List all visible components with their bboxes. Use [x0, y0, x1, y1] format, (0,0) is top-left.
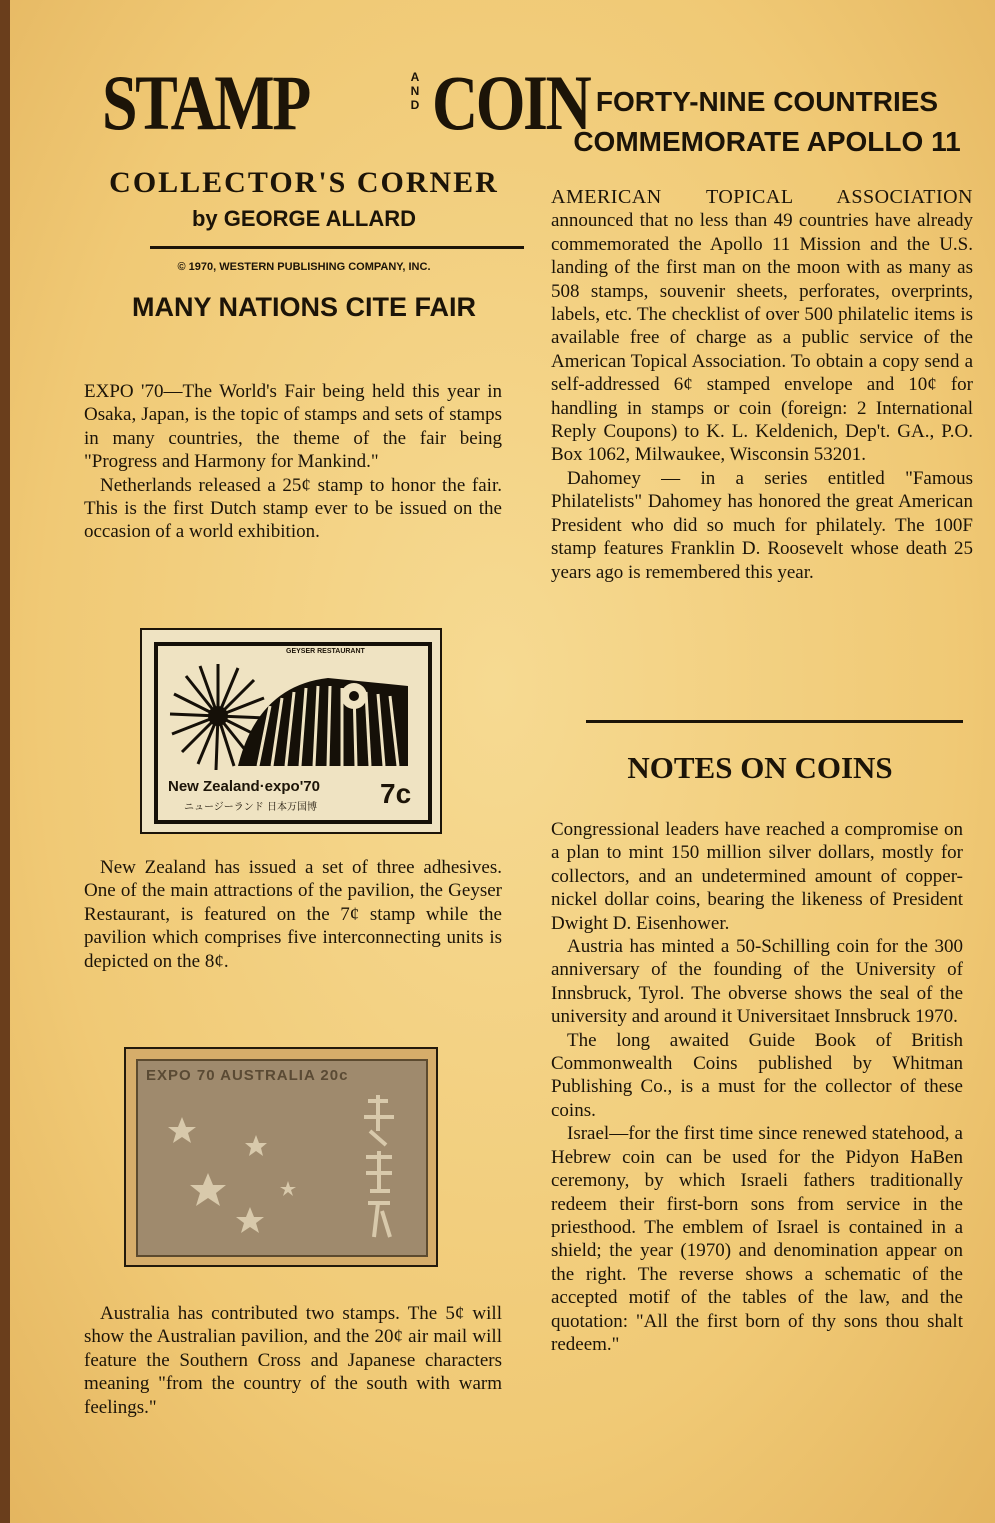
- paragraph: Israel—for the first time since renewed statehood, a Hebrew coin can be used for the Pidyon HaBen ceremony, by which Israeli fathers traditionally redeem their first-born sons from service in the priesthood. The emblem of Israel is contained in a shield; the year (1970) and denomination appear on the right. The reverse shows a schematic of the accepted motif of the tables of the law, and the quotation: "All the first born of thy sons thou shalt redeem.": [551, 1123, 963, 1355]
- page-edge: [0, 0, 10, 1523]
- stamp-frame: [136, 1059, 428, 1257]
- paragraph: The long awaited Guide Book of British Commonwealth Coins published by Whitman Publishing Co., is a must for the collector of these coins.: [551, 1029, 963, 1121]
- southern-cross-illustration: [138, 1061, 426, 1255]
- stamp-frame: [154, 642, 432, 824]
- paragraph: Austria has minted a 50-Schilling coin for the 300 anniversary of the founding of the University of Innsbruck, Tyrol. The obverse shows the seal of the university and around it Universitaet Innsbruck 1970.: [551, 936, 963, 1028]
- expo-article: [84, 380, 502, 544]
- paragraph: EXPO '70—The World's Fair being held this year in Osaka, Japan, is the topic of stamps and sets of stamps in many countries, the theme of the fair being "Progress and Harmony for Mankind.": [84, 381, 502, 473]
- paragraph: announced that no less than 49 countries have already commemorated the Apollo 11 Mission and the U.S. landing of the first man on the moon with as many as 508 stamps, souvenir sheets, perforates, overprints, labels, etc. The checklist of over 500 philatelic items is available free of charge as a public service of the American Topical Association. To obtain a copy send a self-addressed 6¢ stamped envelope and 10¢ for handling in stamps or coin (foreign: 2 International Reply Coupons) to K. L. Keldenich, Dep't. GA., P.O. Box 1062, Milwaukee, Wisconsin 53201.: [551, 210, 973, 466]
- stamp-value: 7c: [380, 778, 412, 809]
- coins-article: [551, 818, 963, 1356]
- masthead-coin: COIN: [432, 59, 590, 146]
- masthead-and-n: N: [410, 84, 420, 98]
- nz-article: [84, 856, 502, 973]
- paragraph: Netherlands released a 25¢ stamp to honor the fair. This is the first Dutch stamp ever to be issued on the occasion of a world exhibition.: [84, 474, 502, 543]
- japanese-characters-icon: [364, 1095, 394, 1237]
- byline: by GEORGE ALLARD: [191, 206, 417, 231]
- paragraph: Dahomey — in a series entitled "Famous Philatelists" Dahomey has honored the great American President who did so much for philately. The 100F stamp features Franklin D. Roosevelt whose death 25 years ago is remembered this year.: [551, 467, 973, 583]
- paragraph: New Zealand has issued a set of three adhesives. One of the main attractions of the pavilion, the Geyser Restaurant, is featured on the 7¢ stamp while the pavilion which comprises five interconnecting units is depicted on the 8¢.: [84, 857, 502, 972]
- paragraph: Congressional leaders have reached a compromise on a plan to mint 150 million silver dollars, mostly for collectors, and an undetermined amount of copper-nickel dollar coins, bearing the likeness of President Dwight D. Eisenhower.: [551, 819, 963, 934]
- masthead-and-a: A: [410, 70, 420, 84]
- stamp-country: New Zealand·expo'70: [168, 778, 320, 795]
- masthead-and-d: D: [410, 98, 420, 112]
- masthead: [84, 58, 590, 322]
- stamp-top-label: EXPO 70 AUSTRALIA 20c: [146, 1067, 349, 1084]
- star-icon: [168, 1117, 296, 1233]
- coins-headline: NOTES ON COINS: [627, 750, 893, 785]
- divider-rule: [150, 246, 524, 249]
- lead-caps: AMERICAN TOPICAL ASSOCIATION: [551, 186, 973, 208]
- masthead-stamp: STAMP: [102, 59, 309, 146]
- stamp-top-label: GEYSER RESTAURANT: [286, 648, 365, 655]
- copyright: © 1970, WESTERN PUBLISHING COMPANY, INC.: [177, 261, 431, 273]
- right-column: [551, 82, 973, 584]
- au-article: [84, 1302, 502, 1419]
- paragraph: Australia has contributed two stamps. The 5¢ will show the Australian pavilion, and the 20¢ air mail will feature the Southern Cross and Japanese characters meaning "from the country of the south with warm feelings.": [84, 1303, 502, 1418]
- apollo-article: [551, 186, 973, 584]
- masthead-and: [400, 70, 430, 112]
- stamp-japanese: ニュージーランド 日本万国博: [184, 802, 317, 813]
- divider-rule: [586, 720, 963, 723]
- masthead-subtitle: COLLECTOR'S CORNER: [109, 166, 499, 199]
- apollo-headline-2: COMMEMORATE APOLLO 11: [573, 126, 961, 157]
- new-zealand-stamp: [140, 628, 442, 834]
- left-headline: MANY NATIONS CITE FAIR: [131, 292, 476, 322]
- australia-stamp: [124, 1047, 438, 1267]
- apollo-headline-1: FORTY-NINE COUNTRIES: [595, 86, 939, 117]
